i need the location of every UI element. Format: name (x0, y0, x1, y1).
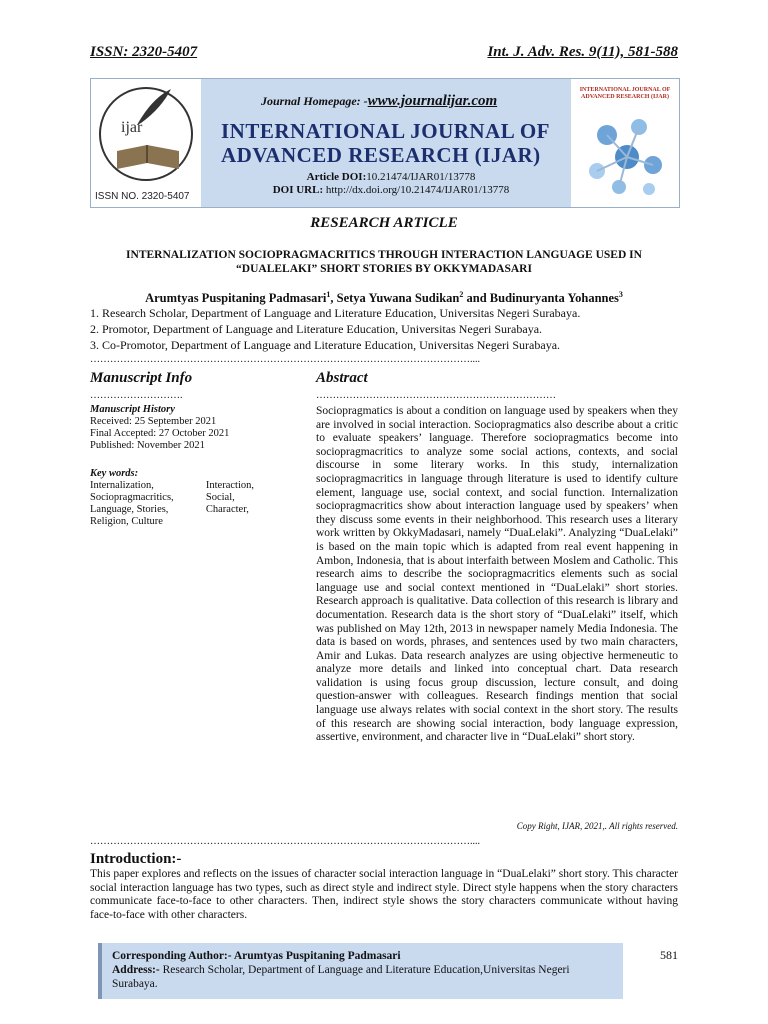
cover-title: INTERNATIONAL JOURNAL OF ADVANCED RESEARCH (IJAR) (579, 87, 671, 100)
doi-url-label: DOI URL: (272, 184, 324, 196)
abstract-heading: Abstract (316, 370, 368, 386)
keywords-list (90, 480, 254, 528)
page-number: 581 (660, 948, 678, 962)
molecule-illustration (577, 105, 673, 201)
title-line2: “DUALELAKI” SHORT STORIES BY OKKYMADASARI (236, 263, 532, 275)
logo-issn: ISSN NO. 2320-5407 (95, 191, 190, 202)
doi-url-link[interactable]: http://dx.doi.org/10.21474/IJAR01/13778 (325, 184, 510, 196)
manuscript-info-heading: Manuscript Info (90, 370, 193, 386)
journal-cover-image (571, 79, 679, 207)
keyword: Internalization, (90, 480, 154, 491)
article-type: RESEARCH ARTICLE (310, 215, 458, 231)
homepage-label: Journal Homepage: - (261, 94, 368, 108)
author-sup: 3 (618, 290, 623, 299)
affiliation-item: 1. Research Scholar, Department of Language and Literature Education, Universitas Negeri Surabaya. (90, 306, 581, 320)
keyword: Religion, Culture (90, 516, 163, 527)
affiliation-item: 2. Promotor, Department of Language and Literature Education, Universitas Negeri Surabaya. (90, 322, 543, 336)
journal-name-line2: ADVANCED RESEARCH (IJAR) (221, 143, 541, 167)
homepage-link[interactable]: www.journalijar.com (367, 93, 498, 109)
keyword: Social, (205, 492, 235, 503)
author-sup: 1 (326, 290, 331, 299)
title-line1: INTERNALIZATION SOCIOPRAGMACRITICS THROUGH INTERACTION LANGUAGE USED IN (126, 249, 642, 261)
author-name: Arumtyas Puspitaning Padmasari (145, 291, 327, 306)
affiliation-item: 3. Co-Promotor, Department of Language and Literature Education, Universitas Negeri Surabaya. (90, 338, 561, 352)
keyword: Language, Stories, (90, 504, 169, 515)
doi-label: Article DOI: (306, 171, 367, 183)
separator-mid: ……………………………………………………………… (316, 390, 556, 401)
keywords-label: Key words: (90, 468, 139, 479)
article-title (100, 248, 668, 276)
author-list (0, 290, 768, 306)
author-name: Budinuryanta Yohannes (489, 291, 619, 306)
history-label: Manuscript History (90, 404, 175, 415)
corresponding-author: Corresponding Author:- Arumtyas Puspitaning Padmasari (112, 950, 401, 962)
journal-homepage (261, 93, 497, 110)
citation-text: Int. J. Adv. Res. 9(11), 581-588 (487, 44, 678, 60)
introduction-text: This paper explores and reflects on the issues of character social interaction language in “DuaLelaki” short story. This character social interaction language has two types, such as direct style and indirect style. Direct style happens when the story characters communicate face-to-face to other characters. Then, indirect style shows the story characters communicate without having face-to-face with other characters. (90, 868, 678, 921)
corresponding-author-box (98, 943, 623, 999)
separator-line: …………………………………………………………………………………………………….... (90, 354, 480, 365)
copyright-notice: Copy Right, IJAR, 2021,. All rights reserved. (516, 821, 678, 831)
doi-value: 10.21474/IJAR01/13778 (366, 171, 476, 183)
keyword: Character, (205, 504, 249, 515)
running-header (90, 44, 678, 61)
author-separator: and (463, 291, 490, 306)
book-icon (115, 141, 181, 173)
address-label: Address:- (112, 964, 160, 976)
introduction-heading: Introduction:- (90, 851, 182, 867)
address-text: Research Scholar, Department of Language and Literature Education,Universitas Negeri Surabaya. (112, 964, 570, 990)
doi-block (241, 171, 541, 197)
manuscript-info-panel (90, 404, 254, 528)
keyword (206, 516, 254, 528)
journal-logo (91, 79, 201, 207)
journal-name (221, 119, 550, 167)
keyword: Sociopragmacritics, (90, 492, 174, 503)
journal-name-line1: INTERNATIONAL JOURNAL OF (221, 119, 550, 143)
published-date: Published: November 2021 (90, 440, 205, 451)
logo-text: ijar (121, 119, 143, 136)
abstract-text: Sociopragmatics is about a condition on language used by speakers when they are involved in social interaction. Sociopragmatics also describe about a critic to evaluate speakers’ language. Therefore sociopragmatics become into sociopragmacritics to analyze some social actions, contexts, and social discourse in some literary works. In this study, internalization sociopragmacritics in language through literature is used to identify culture element, language use, social context, and social function. Internalization sociopragmacritics show about interaction language used by speakers’ when they discuss some events in their neighborhood. This research uses a literary work written by OkkyMadasari, namely “DuaLelaki”. Analyzing “DuaLelaki” is based on the main topic which is adapted from real event happening in Ambon, Indonesia, that is about interfaith between Moslem and Catholic. This research aims to describe the sociopragmacritics elements such as social language use and social context mentioned in “DuaLelaki” short stories. Research approach is qualitative. Data collection of this research is library and documentation. Research data is the short story of “DuaLelaki” itself, which was published on May 12th, 2013 in newspaper namely Media Indonesia. The data is based on words, phrases, and sentences used by two main characters, Amir and Lukas. Data research analyzes are using objective hermeneutic to analyze more details and linked into conceptual chart. Data research validation is using focus group discussion, lecture consult, and doing question-answer with colleagues. Research findings mention that social language use always relates with social context in the short story. The results of this research are showing social interaction, body language expression, assertive, environment, and character live in “DuaLelaki” short story. (316, 405, 678, 744)
affiliation-list (90, 305, 678, 353)
issn-text: ISSN: 2320-5407 (90, 44, 198, 60)
separator-line: …………………………………………………………………………………………………….... (90, 836, 480, 847)
received-date: Received: 25 September 2021 (90, 416, 217, 427)
accepted-date: Final Accepted: 27 October 2021 (90, 428, 230, 439)
separator-short: ………………………. (90, 390, 183, 401)
author-separator: , (330, 291, 337, 306)
keyword: Interaction, (205, 480, 254, 491)
author-sup: 2 (459, 290, 464, 299)
author-name: Setya Yuwana Sudikan (336, 291, 460, 306)
journal-banner (90, 78, 680, 208)
